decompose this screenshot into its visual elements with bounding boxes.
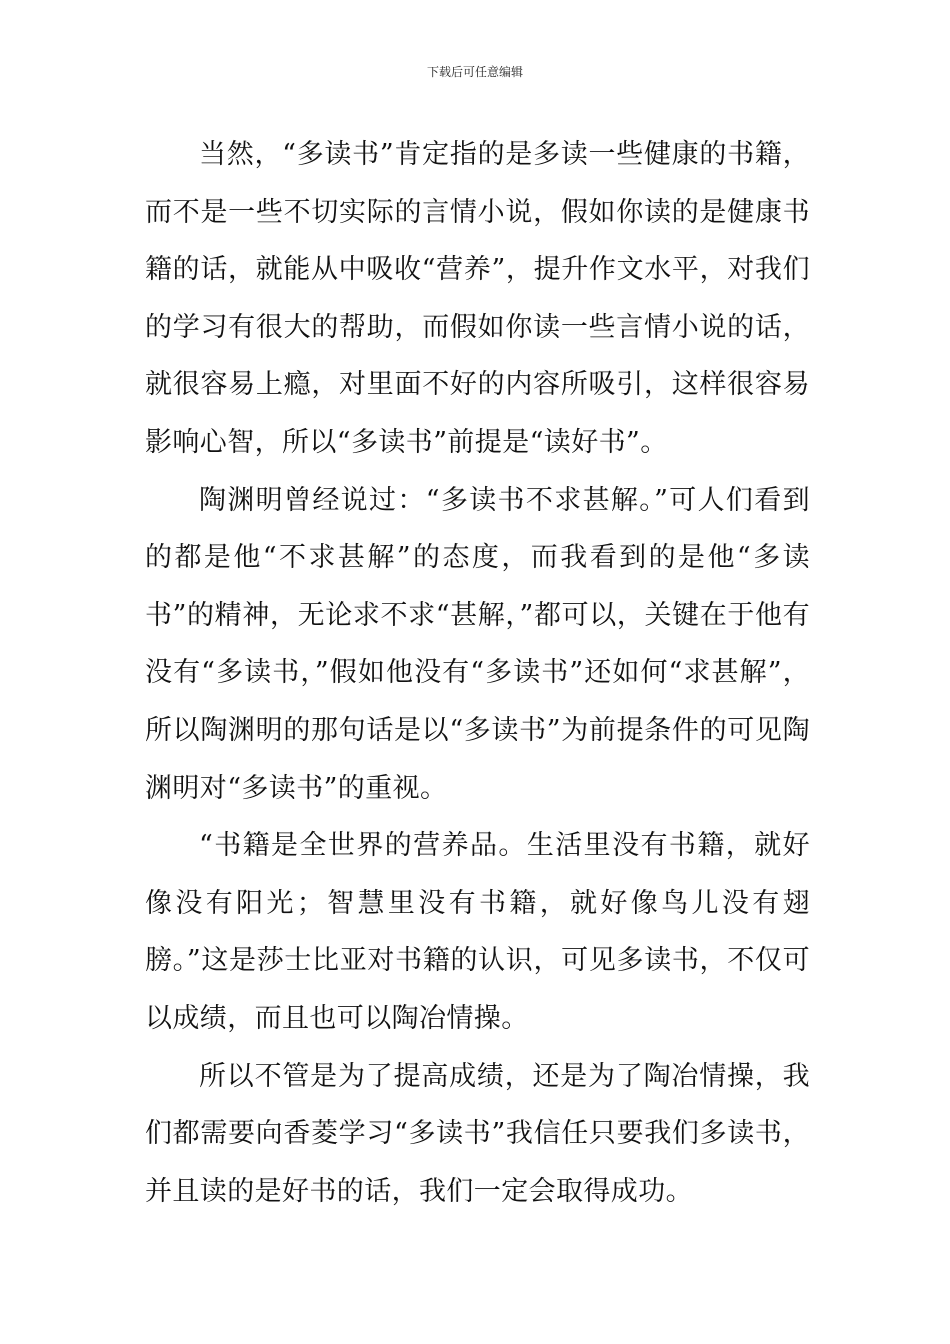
paragraph-shakespeare-quote: “书籍是全世界的营养品。生活里没有书籍，就好像没有阳光；智慧里没有书籍，就好像鸟儿没有翅膀。”这是莎士比亚对书籍的认识，可见多读书，不仅可以成绩，而且也可以陶冶情操。: [145, 830, 810, 1034]
document-body: [145, 126, 810, 1220]
paragraph-conclusion: 所以不管是为了提高成绩，还是为了陶冶情操，我们都需要向香菱学习“多读书”我信任只要我们多读书，并且读的是好书的话，我们一定会取得成功。: [145, 1060, 810, 1207]
paragraph-tao-yuanming: 陶渊明曾经说过：“多读书不求甚解。”可人们看到的都是他“不求甚解”的态度，而我看到的是他“多读书”的精神，无论求不求“甚解，”都可以，关键在于他有没有“多读书，”假如他没有“多读书”还如何“求甚解”，所以陶渊明的那句话是以“多读书”为前提条件的可见陶渊明对“多读书”的重视。: [145, 484, 810, 804]
page-header: 下载后可任意编辑: [426, 65, 523, 79]
paragraph-reading-healthy-books: 当然，“多读书”肯定指的是多读一些健康的书籍，而不是一些不切实际的言情小说，假如你读的是健康书籍的话，就能从中吸收“营养”，提升作文水平，对我们的学习有很大的帮助，而假如你读一些言情小说的话，就很容易上瘾，对里面不好的内容所吸引，这样很容易影响心智，所以“多读书”前提是“读好书”。: [145, 139, 810, 458]
